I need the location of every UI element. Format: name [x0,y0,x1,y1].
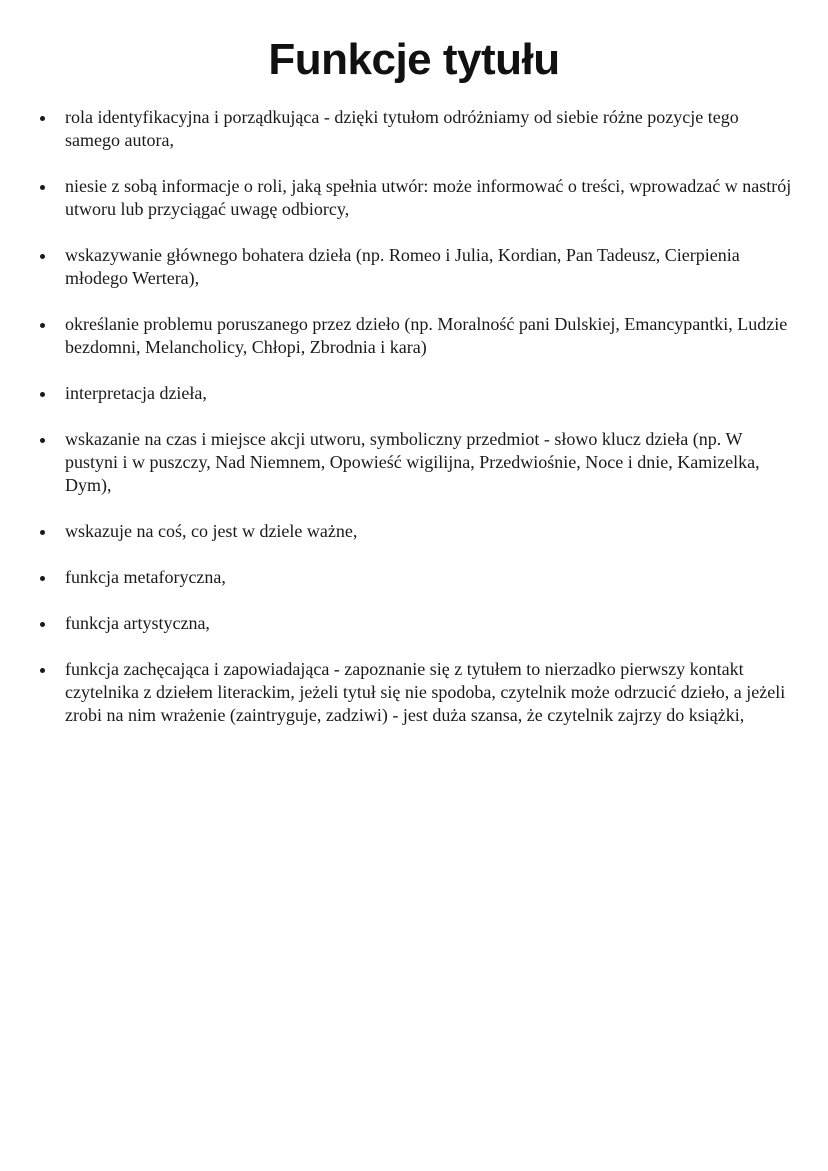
list-item [40,244,792,290]
list-item-text: interpretacja dzieła, [65,383,207,403]
bullet-icon [40,185,45,190]
list-item [40,612,792,635]
bullet-icon [40,438,45,443]
list-item [40,566,792,589]
bullet-icon [40,392,45,397]
bullet-icon [40,622,45,627]
list-item-text: wskazywanie głównego bohatera dzieła (np. Romeo i Julia, Kordian, Pan Tadeusz, Cierpienia młodego Wertera), [65,245,740,288]
bullet-icon [40,323,45,328]
list-item-text: funkcja metaforyczna, [65,567,226,587]
list-item-text: wskazuje na coś, co jest w dziele ważne, [65,521,358,541]
list-item [40,658,792,727]
list-item-text: wskazanie na czas i miejsce akcji utworu, symboliczny przedmiot - słowo klucz dzieła (np. W pustyni i w puszczy, Nad Niemnem, Opowieść wigilijna, Przedwiośnie, Noce i dnie, Kamizelka, Dym), [65,429,760,495]
bullet-list [40,106,792,750]
list-item-text: rola identyfikacyjna i porządkująca - dzięki tytułom odróżniamy od siebie różne pozycje tego samego autora, [65,107,739,150]
list-item [40,175,792,221]
page-title: Funkcje tytułu [268,35,560,84]
bullet-icon [40,668,45,673]
bullet-icon [40,576,45,581]
list-item [40,520,792,543]
bullet-icon [40,530,45,535]
list-item [40,106,792,152]
list-item-text: określanie problemu poruszanego przez dzieło (np. Moralność pani Dulskiej, Emancypantki, Ludzie bezdomni, Melancholicy, Chłopi, Zbrodnia i kara) [65,314,788,357]
list-item [40,382,792,405]
list-item-text: funkcja zachęcająca i zapowiadająca - zapoznanie się z tytułem to nierzadko pierwszy kontakt czytelnika z dziełem literackim, jeżeli tytuł się nie spodoba, czytelnik może odrzucić dzieło, a jeżeli zrobi na nim wrażenie (zaintryguje, zadziwi) - jest duża szansa, że czytelnik zajrzy do książki, [65,659,786,725]
list-item [40,428,792,497]
bullet-icon [40,254,45,259]
bullet-icon [40,116,45,121]
list-item-text: funkcja artystyczna, [65,613,210,633]
list-item [40,313,792,359]
list-item-text: niesie z sobą informacje o roli, jaką spełnia utwór: może informować o treści, wprowadzać w nastrój utworu lub przyciągać uwagę odbiorcy, [65,176,792,219]
